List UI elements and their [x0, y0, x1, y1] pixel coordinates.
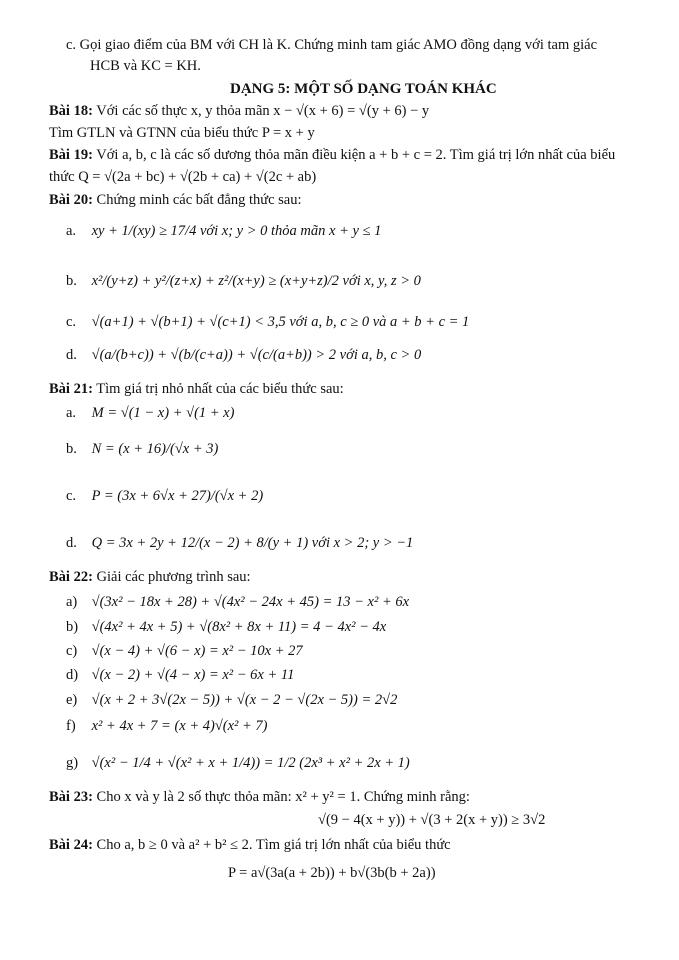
problem-text: Với a, b, c là các số dương thỏa mãn điều kiện a + b + c = 2. Tìm giá trị lớn nhất của biểu — [96, 147, 616, 163]
math-expression: √(4x² + 4x + 5) + √(8x² + 8x + 11) = 4 − 4x² − 4x — [91, 619, 387, 635]
problem-label: Bài 22: — [49, 569, 93, 585]
math-expression: M = √(1 − x) + √(1 + x) — [91, 405, 235, 421]
section-title: DẠNG 5: MỘT SỐ DẠNG TOÁN KHÁC — [230, 81, 497, 97]
math-equation: √(9 − 4(x + y)) + √(3 + 2(x + y)) ≥ 3√2 — [318, 812, 546, 828]
problem-19 — [49, 146, 615, 164]
problem-text: Với các số thực x, y thỏa mãn x − √(x + 6) = √(y + 6) − y — [96, 103, 430, 119]
item-20d — [66, 346, 421, 364]
math-expression: √(a+1) + √(b+1) + √(c+1) < 3,5 với a, b, c ≥ 0 và a + b + c = 1 — [91, 314, 470, 330]
problem-text: Giải các phương trình sau: — [96, 569, 251, 585]
problem-label: Bài 23: — [49, 789, 93, 805]
item-label: d. — [66, 347, 77, 363]
math-expression: √(x − 2) + √(4 − x) = x² − 6x + 11 — [91, 667, 295, 683]
item-22a — [66, 593, 409, 611]
item-label: d) — [66, 667, 79, 683]
problem-label: Bài 21: — [49, 381, 93, 397]
problem-text: Chứng minh các bất đẳng thức sau: — [96, 192, 302, 208]
item-label: e) — [66, 692, 78, 708]
item-21c — [66, 487, 263, 505]
item-20b — [66, 272, 421, 290]
item-label: f) — [66, 718, 76, 734]
problem-24 — [49, 836, 451, 854]
item-22e — [66, 691, 397, 709]
text-line: thức Q = √(2a + bc) + √(2b + ca) + √(2c + ab) — [49, 169, 317, 185]
item-22d — [66, 666, 294, 684]
math-expression: √(a/(b+c)) + √(b/(c+a)) + √(c/(a+b)) > 2 với a, b, c > 0 — [91, 347, 422, 363]
item-22f — [66, 717, 268, 735]
problem-22 — [49, 568, 251, 586]
item-label: a) — [66, 594, 78, 610]
item-label: b) — [66, 619, 79, 635]
item-22g — [66, 754, 410, 772]
problem-text: Cho x và y là 2 số thực thỏa mãn: x² + y² = 1. Chứng minh rằng: — [96, 789, 470, 805]
item-label: c. — [66, 488, 77, 504]
item-label: c. — [66, 314, 77, 330]
text-line: Tìm GTLN và GTNN của biểu thức P = x + y — [49, 125, 315, 141]
problem-20 — [49, 191, 302, 209]
item-label: a. — [66, 223, 77, 239]
math-expression: x² + 4x + 7 = (x + 4)√(x² + 7) — [91, 718, 268, 734]
text-line: c. Gọi giao điểm của BM với CH là K. Chứng minh tam giác AMO đồng dạng với tam giác — [66, 37, 598, 53]
item-20a — [66, 222, 381, 240]
item-20c — [66, 313, 469, 331]
math-expression: √(x² − 1/4 + √(x² + x + 1/4)) = 1/2 (2x³ + x² + 2x + 1) — [91, 755, 410, 771]
problem-text: Cho a, b ≥ 0 và a² + b² ≤ 2. Tìm giá trị lớn nhất của biểu thức — [96, 837, 451, 853]
item-label: a. — [66, 405, 77, 421]
math-expression: Q = 3x + 2y + 12/(x − 2) + 8/(y + 1) với x > 2; y > −1 — [91, 535, 414, 551]
math-equation: P = a√(3a(a + 2b)) + b√(3b(b + 2a)) — [228, 865, 436, 881]
math-expression: √(x + 2 + 3√(2x − 5)) + √(x − 2 − √(2x − 5)) = 2√2 — [91, 692, 398, 708]
item-label: c) — [66, 643, 78, 659]
item-21a — [66, 404, 234, 422]
problem-21 — [49, 380, 344, 398]
math-expression: √(3x² − 18x + 28) + √(4x² − 24x + 45) = 13 − x² + 6x — [91, 594, 410, 610]
item-label: g) — [66, 755, 79, 771]
problem-label: Bài 19: — [49, 147, 93, 163]
item-21d — [66, 534, 413, 552]
problem-18 — [49, 102, 429, 120]
math-expression: xy + 1/(xy) ≥ 17/4 với x; y > 0 thỏa mãn x + y ≤ 1 — [91, 223, 382, 239]
item-22c — [66, 642, 303, 660]
item-label: b. — [66, 273, 77, 289]
math-expression: x²/(y+z) + y²/(z+x) + z²/(x+y) ≥ (x+y+z)/2 với x, y, z > 0 — [91, 273, 421, 289]
item-21b — [66, 440, 218, 458]
math-expression: P = (3x + 6√x + 27)/(√x + 2) — [91, 488, 264, 504]
item-label: d. — [66, 535, 77, 551]
problem-text: Tìm giá trị nhỏ nhất của các biểu thức sau: — [96, 381, 344, 397]
problem-label: Bài 24: — [49, 837, 93, 853]
problem-label: Bài 20: — [49, 192, 93, 208]
math-expression: √(x − 4) + √(6 − x) = x² − 10x + 27 — [91, 643, 303, 659]
item-22b — [66, 618, 386, 636]
problem-23 — [49, 788, 470, 806]
problem-label: Bài 18: — [49, 103, 93, 119]
text-line: HCB và KC = KH. — [90, 58, 201, 74]
math-expression: N = (x + 16)/(√x + 3) — [91, 441, 219, 457]
item-label: b. — [66, 441, 77, 457]
